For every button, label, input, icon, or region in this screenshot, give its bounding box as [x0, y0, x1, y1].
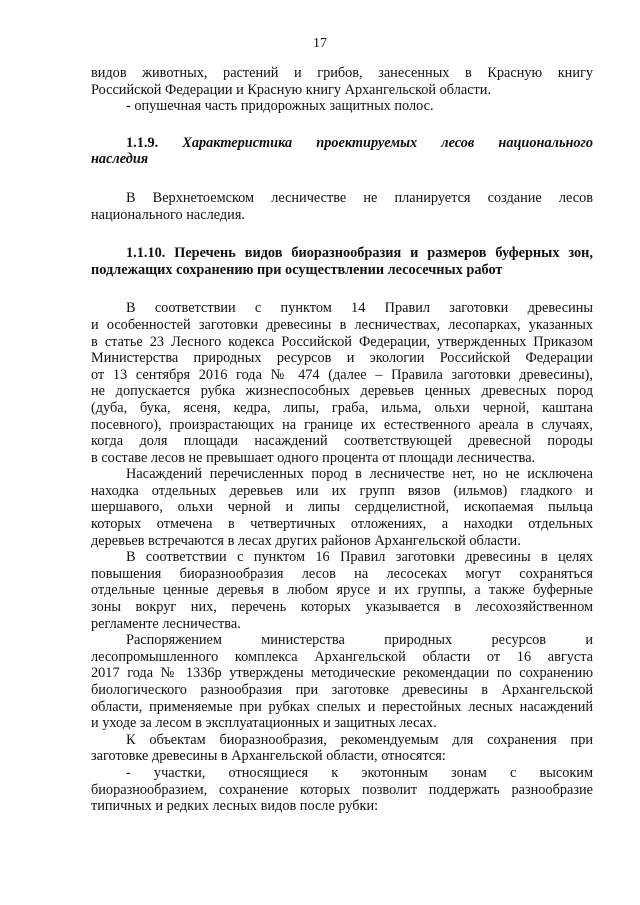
paragraph	[91, 732, 593, 765]
text-line: области, применяемые при рубках спелых и перестойных лесных насаждений	[91, 698, 593, 715]
text-line: регламенте лесничества.	[91, 615, 241, 632]
text-line: типичных и редких лесных видов после рубки:	[91, 798, 379, 815]
text-line: и уходе за лесом в эксплуатационных и защитных лесах.	[91, 715, 437, 732]
text-line: когда доля площади насаждений соответствующей древесной породы	[91, 433, 593, 450]
text-line: находка отдельных деревьев или их групп вязов (ильмов) гладкого и	[91, 482, 593, 499]
heading-line: 1.1.10. Перечень видов биоразнообразия и размеров буферных зон,	[126, 245, 593, 262]
text-line: Министерства природных ресурсов и экологии Российской Федерации	[91, 350, 593, 367]
text-line: деревьев встречаются в лесах других районов Архангельской области.	[91, 532, 521, 549]
section-1-1-9-body	[91, 190, 593, 223]
heading-line: наследия	[91, 151, 149, 168]
paragraph	[91, 632, 593, 732]
text-line: не допускается рубка жизнеспособных деревьев ценных древесных пород	[91, 383, 593, 400]
text-line: шершавого, ольхи черной и липы сердцелистной, ископаемая пыльца	[91, 499, 593, 516]
text-line: национального наследия.	[91, 206, 245, 223]
text-line: (дуба, бука, ясеня, кедра, липы, граба, ильма, ольхи черной, каштана	[91, 399, 593, 416]
text-line: В соответствии с пунктом 16 Правил заготовки древесины в целях	[126, 549, 593, 566]
text-line: отдельные ценные деревья в любом ярусе и их группы, а также буферные	[91, 582, 593, 599]
heading-title: Характеристика проектируемых лесов национального	[182, 134, 593, 151]
text-line: Насаждений перечисленных пород в лесничестве нет, но не исключена	[126, 466, 593, 483]
text-line: Распоряжением министерства природных ресурсов и	[126, 632, 593, 649]
text-line: которых отмечена в четвертичных отложениях, а находки отдельных	[91, 516, 593, 533]
text-line: в составе лесов не превышает одного процента от площади лесничества.	[91, 449, 536, 466]
text-line: в статье 23 Лесного кодекса Российской Федерации, утвержденных Приказом	[91, 333, 593, 350]
heading-line	[126, 135, 593, 152]
text-line: заготовке древесины в Архангельской области, относятся:	[91, 748, 446, 765]
paragraph	[91, 466, 593, 549]
text-line: - участки, относящиеся к экотонным зонам с высоким	[126, 764, 593, 781]
text-line: от 13 сентября 2016 года № 474 (далее – Правила заготовки древесины),	[91, 366, 593, 383]
heading-line: подлежащих сохранению при осуществлении лесосечных работ	[91, 261, 503, 278]
section-heading-1-1-10	[91, 245, 593, 278]
bullet-item: - опушечная часть придорожных защитных полос.	[126, 98, 434, 115]
intro-paragraph	[91, 65, 593, 115]
heading-number: 1.1.9.	[126, 134, 159, 151]
text-line: К объектам биоразнообразия, рекомендуемым для сохранения при	[126, 731, 593, 748]
text-line: В Верхнетоемском лесничестве не планируется создание лесов	[126, 189, 593, 206]
text-line: В соответствии с пунктом 14 Правил заготовки древесины	[126, 300, 593, 317]
text-line: и особенностей заготовки древесины в лесничествах, лесопарках, указанных	[91, 316, 593, 333]
paragraph	[91, 300, 593, 466]
text-line: лесопромышленного комплекса Архангельской области от 16 августа	[91, 648, 593, 665]
text-line: зоны вокруг них, перечень которых указывается в лесохозяйственном	[91, 599, 593, 616]
section-1-1-10-body	[91, 300, 593, 814]
text-line: посевного), произрастающих на границе их естественного ареала в случаях,	[91, 416, 593, 433]
text-line: Российской Федерации и Красную книгу Архангельской области.	[91, 81, 492, 98]
text-line: видов животных, растений и грибов, занесенных в Красную книгу	[91, 65, 593, 81]
text-line: 2017 года № 1336р утверждены методические рекомендации по сохранению	[91, 665, 593, 682]
text-line: биологического разнообразия при заготовке древесины в Архангельской	[91, 682, 593, 698]
page-content	[91, 65, 593, 815]
text-line: повышения биоразнообразия лесов на лесосеках могут сохраняться	[91, 565, 593, 582]
paragraph	[91, 765, 593, 815]
paragraph	[91, 549, 593, 632]
page-number: 17	[313, 36, 327, 51]
text-line: биоразнообразием, сохранение которых позволит поддержать разнообразие	[91, 781, 593, 798]
section-heading-1-1-9	[91, 135, 593, 168]
